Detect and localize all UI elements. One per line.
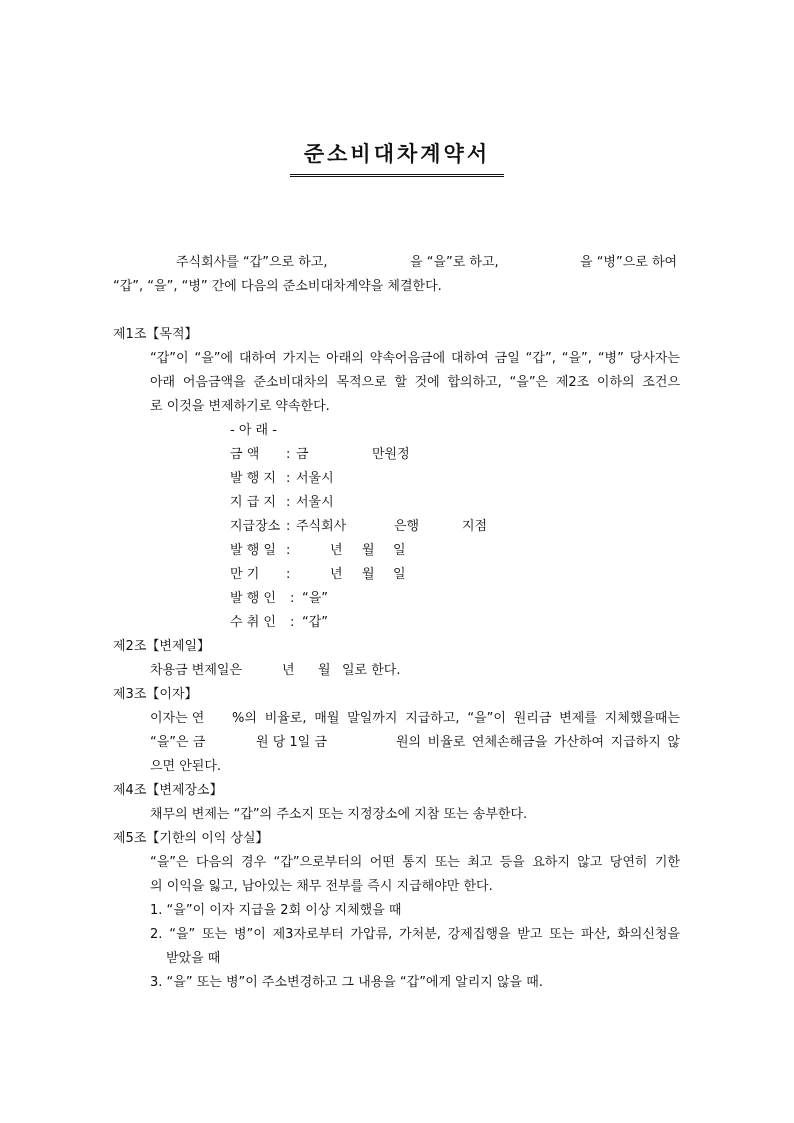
detail-month: 월 (362, 567, 375, 582)
detail-sep: : (286, 495, 291, 510)
intro-line1-c: 을 “병”으로 하여 (580, 255, 678, 270)
detail-value-payee: “갑” (302, 615, 329, 630)
detail-label-issue-place: 발 행 지 (230, 471, 276, 486)
article1-para-line1: “갑”이 “을”에 대하여 가지는 아래의 약속어음금에 대하여 금일 “갑”, “을”, “병” 당사자는 (150, 351, 680, 366)
detail-value-amount-suffix: 만원정 (372, 447, 410, 462)
detail-value-company: 주식회사 (296, 519, 347, 534)
article2-heading: 제2조【변제일】 (113, 639, 211, 654)
article5-heading: 제5조【기한의 이익 상실】 (113, 831, 269, 846)
detail-sep: : (286, 567, 291, 582)
detail-label-maturity: 만 기 (230, 567, 260, 582)
article3-line1-a: 이자는 연 (150, 711, 205, 726)
detail-value-bank: 은행 (394, 519, 420, 534)
article3-heading: 제3조【이자】 (113, 687, 198, 702)
detail-label-payee: 수 취 인 (230, 615, 276, 630)
detail-day: 일 (393, 543, 406, 558)
detail-year: 년 (330, 543, 343, 558)
detail-sep: : (286, 519, 291, 534)
article2-text-a: 차용금 변제일은 (150, 663, 243, 678)
article2-day: 일로 한다. (342, 663, 401, 678)
detail-value-issuer: “을” (302, 591, 329, 606)
article3-line1-b: %의 비율로, 매월 말일까지 지급하고, “을”이 원리금 변제를 지체했을때는 (232, 711, 680, 726)
article5-item-2: 2. “을” 또는 병”이 제3자로부터 가압류, 가처분, 강제집행을 받고 또는 파산, 화의신청을 (150, 927, 680, 942)
document-title: 준소비대차계약서 (290, 138, 504, 177)
article3-line2-b: 원 당 1일 금 (256, 735, 327, 750)
detail-label-amount: 금 액 (230, 447, 260, 462)
title-block (0, 138, 794, 177)
detail-value-issue-place: 서울시 (296, 471, 334, 486)
article5-item-3: 3. “을” 또는 병”이 주소변경하고 그 내용을 “갑”에게 알리지 않을 때. (150, 975, 543, 990)
detail-sep: : (286, 447, 291, 462)
detail-value-pay-place: 서울시 (296, 495, 334, 510)
intro-line2: “갑”, “을”, “병” 간에 다음의 준소비대차계약을 체결한다. (113, 279, 442, 294)
article5-item-1: 1. “을”이 이자 지급을 2회 이상 지체했을 때 (150, 903, 402, 918)
article5-item-2-cont: 받았을 때 (166, 951, 221, 966)
detail-sep: : (290, 615, 295, 630)
detail-year: 년 (330, 567, 343, 582)
article4-heading: 제4조【변제장소】 (113, 783, 223, 798)
detail-sep: : (286, 543, 291, 558)
detail-sep: : (290, 591, 295, 606)
detail-label-pay-place: 지 급 지 (230, 495, 276, 510)
detail-label-issuer: 발 행 인 (230, 591, 276, 606)
article3-line3: 으면 안된다. (150, 759, 222, 774)
intro-line1-b: 을 “을”로 하고, (410, 255, 499, 270)
article1-para-line2: 아래 어음금액을 준소비대차의 목적으로 할 것에 합의하고, “을”은 제2조 이하의 조건으 (150, 375, 680, 390)
article5-para-line2: 의 이익을 잃고, 남아있는 채무 전부를 즉시 지급해야만 한다. (150, 879, 493, 894)
article2-year: 년 (282, 663, 295, 678)
detail-label-issue-date: 발 행 일 (230, 543, 276, 558)
article1-para-line3: 로 이것을 변제하기로 약속한다. (150, 399, 330, 414)
article2-month: 월 (318, 663, 331, 678)
detail-sep: : (286, 471, 291, 486)
below-marker: - 아 래 - (230, 423, 277, 438)
detail-day: 일 (393, 567, 406, 582)
detail-month: 월 (362, 543, 375, 558)
detail-label-payment-location: 지급장소 (230, 519, 281, 534)
detail-value-amount-prefix: 금 (296, 447, 309, 462)
article4-para: 채무의 변제는 “갑”의 주소지 또는 지정장소에 지참 또는 송부한다. (150, 807, 528, 822)
article1-heading: 제1조【목적】 (113, 327, 198, 342)
article3-line2-a: “을”은 금 (150, 735, 206, 750)
article5-para-line1: “을”은 다음의 경우 “갑”으로부터의 어떤 통지 또는 최고 등을 요하지 않고 당연히 기한 (150, 855, 680, 870)
article3-line2-c: 원의 비율로 연체손해금을 가산하여 지급하지 않 (396, 735, 680, 750)
detail-value-branch: 지점 (462, 519, 488, 534)
intro-line1-a: 주식회사를 “갑”으로 하고, (176, 255, 328, 270)
